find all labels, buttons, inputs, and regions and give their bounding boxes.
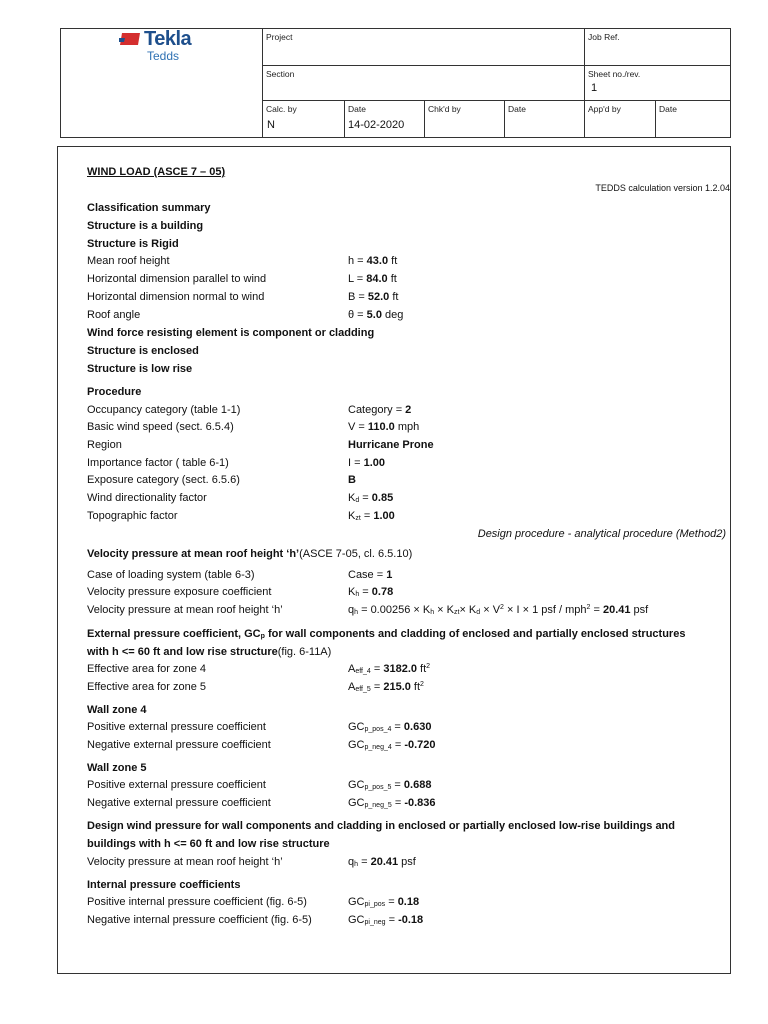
kh-value: $K_h = 0.78$ xyxy=(348,586,394,598)
row-label: Wind directionality factor xyxy=(87,492,207,504)
row-value: $K_d = 0.85$ xyxy=(348,492,394,504)
velocity-heading: Velocity pressure at mean roof height ‘h’(ASCE 7-05, cl. 6.5.10) xyxy=(87,548,413,560)
job-ref-label: Job Ref. xyxy=(588,32,620,42)
zone5-pos-label: Positive external pressure coefficient xyxy=(87,779,266,791)
row-label: Topographic factor xyxy=(87,510,178,522)
zone4-pos-value: $GC_{p\_pos\_4} = 0.630$ xyxy=(348,721,432,733)
row-value: B = 52.0 ft xyxy=(348,291,399,303)
date3-label: Date xyxy=(659,104,677,114)
zone5-neg-label: Negative external pressure coefficient xyxy=(87,797,271,809)
design-procedure-note: Design procedure - analytical procedure (Method2) xyxy=(477,528,726,540)
area4-label: Effective area for zone 4 xyxy=(87,663,207,675)
component-line: Wind force resisting element is component or cladding xyxy=(87,327,375,339)
ext-heading-line2: with h <= 60 ft and low rise structure(fig. 6-11A) xyxy=(87,646,332,658)
rigid-line: Structure is Rigid xyxy=(87,238,179,250)
row-value: L = 84.0 ft xyxy=(348,273,397,285)
qh2-value: $q_h = 20.41$ psf xyxy=(348,856,416,868)
section-label: Section xyxy=(266,69,295,79)
row-label: Roof angle xyxy=(87,309,141,321)
doc-title: WIND LOAD (ASCE 7 – 05) xyxy=(87,166,226,178)
int-pos-value: $GC_{pi\_pos} = 0.18$ xyxy=(348,896,420,908)
row-value: h = 43.0 ft xyxy=(348,255,398,267)
qh2-label: Velocity pressure at mean roof height ‘h’ xyxy=(87,856,283,868)
internal-heading: Internal pressure coefficients xyxy=(87,879,241,891)
row-value: V = 110.0 mph xyxy=(348,421,420,433)
design-heading-line2: buildings with h <= 60 ft and low rise structure xyxy=(87,838,330,850)
building-line: Structure is a building xyxy=(87,220,204,232)
row-value: $K_{zt} = 1.00$ xyxy=(348,510,395,522)
row-label: Region xyxy=(87,439,122,451)
title-block xyxy=(60,28,731,138)
row-value: I = 1.00 xyxy=(348,457,386,469)
area5-label: Effective area for zone 5 xyxy=(87,681,207,693)
kh-label: Velocity pressure exposure coefficient xyxy=(87,586,272,598)
row-label: Occupancy category (table 1-1) xyxy=(87,404,241,416)
design-heading-line1: Design wind pressure for wall components and cladding in enclosed or partially enclosed low-rise buildings and xyxy=(87,820,675,832)
case-value: Case = 1 xyxy=(348,569,393,581)
row-label: Horizontal dimension parallel to wind xyxy=(87,273,267,285)
case-label: Case of loading system (table 6-3) xyxy=(87,569,255,581)
appd-by-label: App'd by xyxy=(588,104,621,114)
zone5-neg-value: $GC_{p\_neg\_5} = -0.836$ xyxy=(348,797,436,809)
row-value: θ = 5.0 deg xyxy=(348,309,404,321)
zone4-pos-label: Positive external pressure coefficient xyxy=(87,721,266,733)
procedure-heading: Procedure xyxy=(87,386,142,398)
row-label: Exposure category (sect. 6.5.6) xyxy=(87,474,240,486)
row-label: Basic wind speed (sect. 6.5.4) xyxy=(87,421,234,433)
logo-brand: Tekla xyxy=(144,28,192,50)
date-label: Date xyxy=(348,104,366,114)
logo-product: Tedds xyxy=(147,49,180,63)
row-label: Mean roof height xyxy=(87,255,170,267)
row-value: B xyxy=(348,474,356,486)
row-value: Category = 2 xyxy=(348,404,412,416)
int-pos-label: Positive internal pressure coefficient (fig. 6-5) xyxy=(87,896,307,908)
chkd-by-label: Chk'd by xyxy=(428,104,461,114)
ext-heading-line1: External pressure coefficient, $GC_p$ for wall components and cladding of enclosed and partially enclosed structures xyxy=(87,628,686,640)
zone4-heading: Wall zone 4 xyxy=(87,704,147,716)
classification-heading: Classification summary xyxy=(87,202,211,214)
qh-label: Velocity pressure at mean roof height ‘h’ xyxy=(87,604,283,616)
zone4-neg-value: $GC_{p\_neg\_4} = -0.720$ xyxy=(348,739,436,751)
version-text: TEDDS calculation version 1.2.04 xyxy=(595,183,730,193)
zone4-neg-label: Negative external pressure coefficient xyxy=(87,739,271,751)
row-value: Hurricane Prone xyxy=(348,439,434,451)
enclosed-line: Structure is enclosed xyxy=(87,345,199,357)
date-value: 14-02-2020 xyxy=(348,119,405,131)
sheet-value: 1 xyxy=(591,82,598,94)
zone5-pos-value: $GC_{p\_pos\_5} = 0.688$ xyxy=(348,779,432,791)
area5-value: $A_{eff\_5} = 215.0$ $ft^2$ xyxy=(348,681,424,693)
calc-by-value: N xyxy=(267,119,275,131)
area4-value: $A_{eff\_4} = 3182.0$ $ft^2$ xyxy=(348,663,431,675)
lowrise-line: Structure is low rise xyxy=(87,363,193,375)
date2-label: Date xyxy=(508,104,526,114)
project-label: Project xyxy=(266,32,293,42)
row-label: Horizontal dimension normal to wind xyxy=(87,291,265,303)
zone5-heading: Wall zone 5 xyxy=(87,762,147,774)
tekla-logo-mark-icon xyxy=(119,32,141,46)
calc-by-label: Calc. by xyxy=(266,104,297,114)
int-neg-label: Negative internal pressure coefficient (fig. 6-5) xyxy=(87,914,312,926)
row-label: Importance factor ( table 6-1) xyxy=(87,457,229,469)
qh-formula: $q_h = 0.00256 \times K_h \times K_{zt}\times K_d \times V^2 \times I \times 1$ psf / mph$^2$ = 20.41 psf xyxy=(348,604,649,616)
int-neg-value: $GC_{pi\_neg} = -0.18$ xyxy=(348,914,424,926)
sheet-label: Sheet no./rev. xyxy=(588,69,641,79)
